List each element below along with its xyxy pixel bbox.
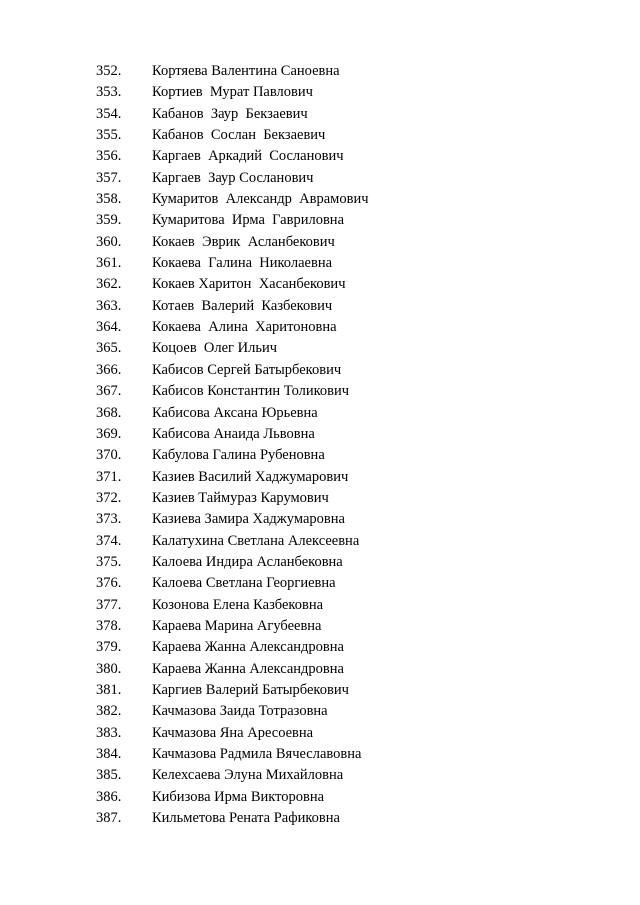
entry-name: Козонова Елена Казбековна: [152, 596, 324, 613]
entry-number: 365.: [96, 340, 122, 357]
entry-number: 378.: [96, 617, 122, 634]
entry-name: Кокаев Харитон Хасанбекович: [152, 276, 346, 293]
entry-name: Караева Жанна Александровна: [152, 660, 344, 677]
entry-number: 385.: [96, 767, 122, 784]
entry-number: 380.: [96, 660, 122, 677]
entry-name: Кокаев Эврик Асланбекович: [152, 233, 335, 250]
entry-number: 352.: [96, 63, 122, 79]
entry-name: Коцоев Олег Ильич: [152, 340, 278, 357]
list-item: [96, 104, 576, 125]
entry-name: Качмазова Заида Тотразовна: [152, 703, 328, 720]
list-item: [96, 701, 576, 722]
list-item: [96, 723, 576, 744]
entry-name: Качмазова Яна Аресоевна: [152, 724, 314, 741]
entry-number: 355.: [96, 127, 122, 144]
entry-name: Кумаритов Александр Аврамович: [152, 191, 369, 208]
entry-number: 373.: [96, 511, 122, 528]
entry-name: Кокаева Алина Харитоновна: [152, 319, 337, 336]
entry-name: Кабисова Аксана Юрьевна: [152, 404, 318, 421]
entry-number: 357.: [96, 169, 122, 186]
list-item: [96, 787, 576, 808]
entry-number: 371.: [96, 468, 122, 485]
list-item: [96, 146, 576, 167]
list-item: [96, 232, 576, 253]
entry-number: 366.: [96, 361, 122, 378]
list-item: [96, 210, 576, 231]
list-item: [96, 189, 576, 210]
list-item: [96, 808, 576, 829]
entry-name: Кабисов Сергей Батырбекович: [152, 361, 342, 378]
list-item: [96, 765, 576, 786]
entry-name: Караева Марина Агубеевна: [152, 617, 322, 634]
entry-number: 376.: [96, 575, 122, 592]
entry-number: 367.: [96, 383, 122, 400]
entry-number: 386.: [96, 788, 122, 805]
entry-name: Казиева Замира Хаджумаровна: [152, 511, 345, 528]
entry-number: 382.: [96, 703, 122, 720]
entry-name: Качмазова Радмила Вячеславовна: [152, 746, 362, 762]
entry-name: Калоева Индира Асланбековна: [152, 553, 343, 570]
list-item: [96, 274, 576, 295]
entry-number: 359.: [96, 212, 122, 229]
entry-number: 384.: [96, 746, 122, 762]
entry-name: Кабисова Анаида Львовна: [152, 425, 315, 442]
list-item: [96, 338, 576, 359]
list-item: [96, 61, 576, 82]
entry-name: Каргиев Валерий Батырбекович: [152, 681, 349, 698]
entry-number: 379.: [96, 639, 122, 656]
entry-number: 387.: [96, 810, 122, 827]
list-item: [96, 659, 576, 680]
entry-name: Кибизова Ирма Викторовна: [152, 788, 325, 805]
entry-number: 372.: [96, 489, 122, 506]
list-item: [96, 488, 576, 509]
list-item: [96, 445, 576, 466]
entry-name: Казиев Василий Хаджумарович: [152, 468, 349, 485]
list-item: [96, 531, 576, 552]
entry-number: 361.: [96, 255, 122, 272]
list-item: [96, 467, 576, 488]
entry-name: Кокаева Галина Николаевна: [152, 255, 333, 272]
entry-number: 370.: [96, 447, 122, 464]
list-item: [96, 253, 576, 274]
entry-name: Кумаритова Ирма Гавриловна: [152, 212, 345, 229]
list-item: [96, 317, 576, 338]
entry-name: Келехсаева Элуна Михайловна: [152, 767, 344, 784]
entry-name: Кабулова Галина Рубеновна: [152, 447, 325, 464]
list-item: [96, 680, 576, 701]
entry-name: Кильметова Рената Рафиковна: [152, 810, 340, 827]
entry-name: Кортиев Мурат Павлович: [152, 84, 313, 101]
list-item: [96, 637, 576, 658]
list-item: [96, 168, 576, 189]
entry-number: 381.: [96, 681, 122, 698]
list-item: [96, 552, 576, 573]
entry-number: 358.: [96, 191, 122, 208]
list-item: [96, 403, 576, 424]
entry-name: Кабанов Заур Бекзаевич: [152, 105, 308, 122]
list-item: [96, 125, 576, 146]
list-item: [96, 573, 576, 594]
list-item: [96, 82, 576, 103]
entry-number: 360.: [96, 233, 122, 250]
entry-number: 353.: [96, 84, 122, 101]
entry-name: Калоева Светлана Георгиевна: [152, 575, 336, 592]
entry-name: Калатухина Светлана Алексеевна: [152, 532, 360, 549]
entry-number: 354.: [96, 105, 122, 122]
entry-number: 375.: [96, 553, 122, 570]
list-item: [96, 595, 576, 616]
entry-number: 356.: [96, 148, 122, 165]
entry-name: Кабисов Константин Толикович: [152, 383, 350, 400]
list-item: [96, 509, 576, 530]
list-item: [96, 360, 576, 381]
list-item: [96, 424, 576, 445]
list-item: [96, 296, 576, 317]
entry-name: Караева Жанна Александровна: [152, 639, 344, 656]
entry-number: 383.: [96, 724, 122, 741]
entry-number: 369.: [96, 425, 122, 442]
entry-number: 363.: [96, 297, 122, 314]
entry-number: 362.: [96, 276, 122, 293]
entry-number: 374.: [96, 532, 122, 549]
entry-name: Кортяева Валентина Саноевна: [152, 63, 340, 79]
name-list: [96, 61, 576, 829]
entry-name: Каргаев Аркадий Сосланович: [152, 148, 344, 165]
entry-name: Кабанов Сослан Бекзаевич: [152, 127, 326, 144]
entry-number: 368.: [96, 404, 122, 421]
entry-number: 364.: [96, 319, 122, 336]
list-item: [96, 381, 576, 402]
entry-name: Каргаев Заур Сосланович: [152, 169, 314, 186]
list-item: [96, 616, 576, 637]
entry-name: Казиев Таймураз Карумович: [152, 489, 329, 506]
entry-number: 377.: [96, 596, 122, 613]
list-item: [96, 744, 576, 765]
entry-name: Котаев Валерий Казбекович: [152, 297, 333, 314]
